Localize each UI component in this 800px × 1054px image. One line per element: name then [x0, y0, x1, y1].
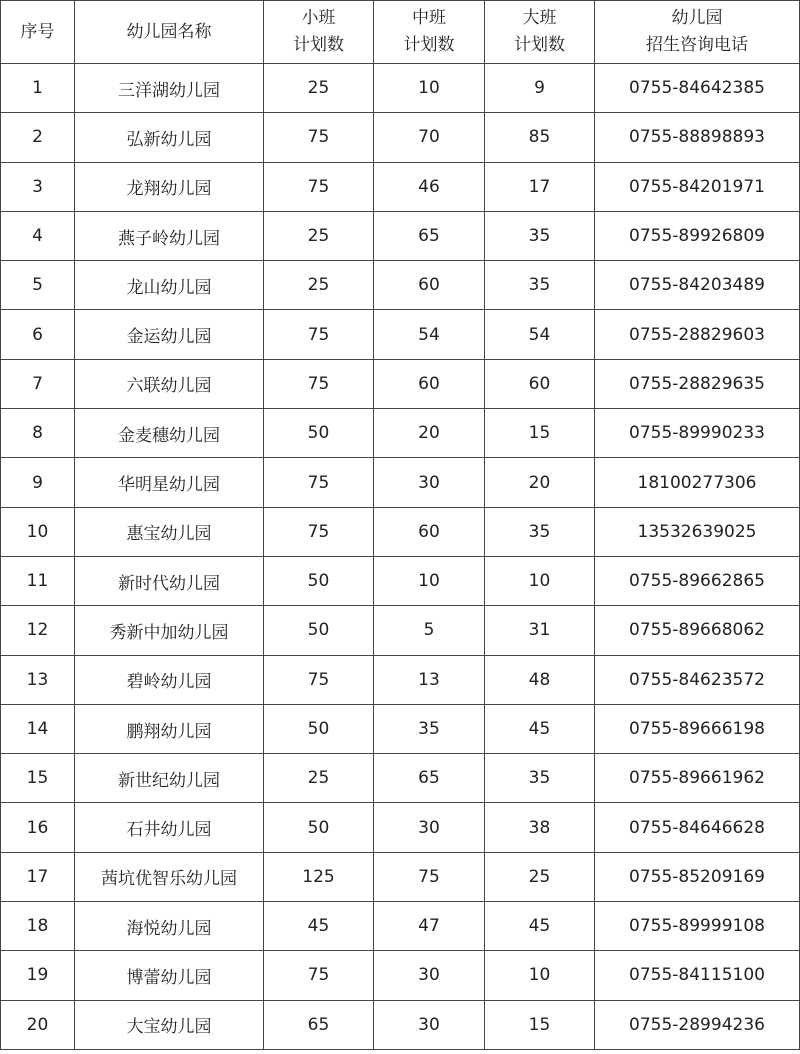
table-row: [1, 606, 800, 655]
cell-large-class-plan: 45: [485, 902, 595, 951]
header-large-line1: 大班: [522, 8, 557, 28]
cell-large-class-plan: 54: [485, 310, 595, 359]
table-header: [1, 1, 800, 64]
header-small-class: [264, 1, 374, 64]
cell-index: 11: [1, 556, 75, 605]
cell-middle-class-plan: 47: [374, 902, 485, 951]
cell-large-class-plan: 15: [485, 1000, 595, 1049]
cell-large-class-plan: 38: [485, 803, 595, 852]
cell-index: 10: [1, 507, 75, 556]
table-row: [1, 655, 800, 704]
cell-middle-class-plan: 5: [374, 606, 485, 655]
cell-phone: 0755-89662865: [595, 556, 800, 605]
cell-kindergarten-name: 华明星幼儿园: [75, 458, 264, 507]
cell-index: 4: [1, 211, 75, 260]
cell-small-class-plan: 75: [264, 310, 374, 359]
cell-small-class-plan: 25: [264, 261, 374, 310]
table-row: [1, 64, 800, 113]
cell-small-class-plan: 75: [264, 458, 374, 507]
cell-small-class-plan: 50: [264, 803, 374, 852]
cell-small-class-plan: 50: [264, 704, 374, 753]
cell-large-class-plan: 48: [485, 655, 595, 704]
table-row: [1, 507, 800, 556]
cell-phone: 0755-84203489: [595, 261, 800, 310]
cell-middle-class-plan: 13: [374, 655, 485, 704]
cell-phone: 0755-89668062: [595, 606, 800, 655]
header-middle-line2: 计划数: [403, 35, 455, 55]
cell-kindergarten-name: 石井幼儿园: [75, 803, 264, 852]
cell-phone: 0755-89990233: [595, 409, 800, 458]
cell-small-class-plan: 25: [264, 754, 374, 803]
cell-large-class-plan: 35: [485, 507, 595, 556]
cell-index: 1: [1, 64, 75, 113]
cell-phone: 0755-88898893: [595, 113, 800, 162]
cell-phone: 0755-28829635: [595, 359, 800, 408]
cell-small-class-plan: 65: [264, 1000, 374, 1049]
cell-phone: 0755-89666198: [595, 704, 800, 753]
cell-middle-class-plan: 65: [374, 754, 485, 803]
cell-middle-class-plan: 30: [374, 458, 485, 507]
cell-phone: 13532639025: [595, 507, 800, 556]
cell-phone: 0755-84646628: [595, 803, 800, 852]
header-index: 序号: [1, 1, 75, 64]
table-row: [1, 162, 800, 211]
cell-index: 16: [1, 803, 75, 852]
cell-kindergarten-name: 燕子岭幼儿园: [75, 211, 264, 260]
cell-phone: 0755-89661962: [595, 754, 800, 803]
cell-phone: 0755-89999108: [595, 902, 800, 951]
table-row: [1, 261, 800, 310]
cell-middle-class-plan: 30: [374, 1000, 485, 1049]
cell-small-class-plan: 25: [264, 64, 374, 113]
cell-index: 13: [1, 655, 75, 704]
header-phone-line1: 幼儿园: [671, 8, 723, 28]
table-row: [1, 458, 800, 507]
cell-index: 6: [1, 310, 75, 359]
cell-large-class-plan: 85: [485, 113, 595, 162]
cell-kindergarten-name: 大宝幼儿园: [75, 1000, 264, 1049]
cell-phone: 0755-84623572: [595, 655, 800, 704]
table-row: [1, 902, 800, 951]
cell-phone: 0755-85209169: [595, 852, 800, 901]
cell-middle-class-plan: 20: [374, 409, 485, 458]
cell-kindergarten-name: 新时代幼儿园: [75, 556, 264, 605]
table-row: [1, 310, 800, 359]
cell-middle-class-plan: 75: [374, 852, 485, 901]
table-row: [1, 803, 800, 852]
cell-large-class-plan: 20: [485, 458, 595, 507]
cell-large-class-plan: 45: [485, 704, 595, 753]
table-row: [1, 951, 800, 1000]
table-row: [1, 113, 800, 162]
cell-index: 9: [1, 458, 75, 507]
cell-kindergarten-name: 秀新中加幼儿园: [75, 606, 264, 655]
cell-middle-class-plan: 46: [374, 162, 485, 211]
cell-kindergarten-name: 茜坑优智乐幼儿园: [75, 852, 264, 901]
cell-large-class-plan: 35: [485, 754, 595, 803]
cell-small-class-plan: 45: [264, 902, 374, 951]
cell-index: 12: [1, 606, 75, 655]
header-middle-class: [374, 1, 485, 64]
table-row: [1, 704, 800, 753]
table-row: [1, 1000, 800, 1049]
cell-middle-class-plan: 30: [374, 803, 485, 852]
cell-middle-class-plan: 10: [374, 64, 485, 113]
cell-phone: 0755-89926809: [595, 211, 800, 260]
cell-kindergarten-name: 龙翔幼儿园: [75, 162, 264, 211]
cell-large-class-plan: 10: [485, 951, 595, 1000]
cell-kindergarten-name: 海悦幼儿园: [75, 902, 264, 951]
cell-phone: 18100277306: [595, 458, 800, 507]
cell-index: 8: [1, 409, 75, 458]
table-row: [1, 211, 800, 260]
cell-index: 5: [1, 261, 75, 310]
cell-middle-class-plan: 70: [374, 113, 485, 162]
cell-large-class-plan: 25: [485, 852, 595, 901]
cell-large-class-plan: 31: [485, 606, 595, 655]
cell-small-class-plan: 75: [264, 507, 374, 556]
table-body: [1, 64, 800, 1050]
cell-small-class-plan: 75: [264, 359, 374, 408]
cell-index: 14: [1, 704, 75, 753]
cell-phone: 0755-84115100: [595, 951, 800, 1000]
cell-middle-class-plan: 60: [374, 359, 485, 408]
cell-large-class-plan: 10: [485, 556, 595, 605]
cell-small-class-plan: 75: [264, 951, 374, 1000]
cell-large-class-plan: 17: [485, 162, 595, 211]
header-large-line2: 计划数: [514, 35, 565, 55]
cell-middle-class-plan: 60: [374, 507, 485, 556]
cell-index: 2: [1, 113, 75, 162]
cell-middle-class-plan: 60: [374, 261, 485, 310]
cell-large-class-plan: 15: [485, 409, 595, 458]
cell-middle-class-plan: 65: [374, 211, 485, 260]
cell-kindergarten-name: 鹏翔幼儿园: [75, 704, 264, 753]
cell-kindergarten-name: 金麦穗幼儿园: [75, 409, 264, 458]
table-row: [1, 556, 800, 605]
header-small-line1: 小班: [301, 8, 336, 28]
cell-phone: 0755-84201971: [595, 162, 800, 211]
cell-index: 7: [1, 359, 75, 408]
cell-index: 3: [1, 162, 75, 211]
cell-kindergarten-name: 新世纪幼儿园: [75, 754, 264, 803]
header-large-class: [485, 1, 595, 64]
cell-small-class-plan: 50: [264, 606, 374, 655]
cell-middle-class-plan: 30: [374, 951, 485, 1000]
cell-kindergarten-name: 六联幼儿园: [75, 359, 264, 408]
table-row: [1, 409, 800, 458]
table-row: [1, 852, 800, 901]
table-row: [1, 359, 800, 408]
cell-kindergarten-name: 金运幼儿园: [75, 310, 264, 359]
cell-small-class-plan: 25: [264, 211, 374, 260]
cell-phone: 0755-28994236: [595, 1000, 800, 1049]
cell-large-class-plan: 35: [485, 261, 595, 310]
header-phone: [595, 1, 800, 64]
header-middle-line1: 中班: [412, 8, 446, 28]
cell-kindergarten-name: 三洋湖幼儿园: [75, 64, 264, 113]
table-row: [1, 754, 800, 803]
cell-kindergarten-name: 碧岭幼儿园: [75, 655, 264, 704]
cell-middle-class-plan: 35: [374, 704, 485, 753]
cell-phone: 0755-28829603: [595, 310, 800, 359]
cell-kindergarten-name: 惠宝幼儿园: [75, 507, 264, 556]
cell-index: 18: [1, 902, 75, 951]
header-name: 幼儿园名称: [75, 1, 264, 64]
cell-small-class-plan: 75: [264, 113, 374, 162]
cell-small-class-plan: 75: [264, 655, 374, 704]
cell-kindergarten-name: 弘新幼儿园: [75, 113, 264, 162]
cell-index: 15: [1, 754, 75, 803]
cell-index: 19: [1, 951, 75, 1000]
cell-kindergarten-name: 博蕾幼儿园: [75, 951, 264, 1000]
header-row: [1, 1, 800, 64]
header-phone-line2: 招生咨询电话: [646, 35, 748, 55]
cell-index: 20: [1, 1000, 75, 1049]
cell-index: 17: [1, 852, 75, 901]
cell-large-class-plan: 35: [485, 211, 595, 260]
cell-large-class-plan: 60: [485, 359, 595, 408]
cell-middle-class-plan: 10: [374, 556, 485, 605]
cell-small-class-plan: 50: [264, 409, 374, 458]
cell-middle-class-plan: 54: [374, 310, 485, 359]
cell-small-class-plan: 50: [264, 556, 374, 605]
cell-large-class-plan: 9: [485, 64, 595, 113]
cell-small-class-plan: 75: [264, 162, 374, 211]
header-small-line2: 计划数: [293, 35, 344, 55]
cell-phone: 0755-84642385: [595, 64, 800, 113]
cell-small-class-plan: 125: [264, 852, 374, 901]
cell-kindergarten-name: 龙山幼儿园: [75, 261, 264, 310]
